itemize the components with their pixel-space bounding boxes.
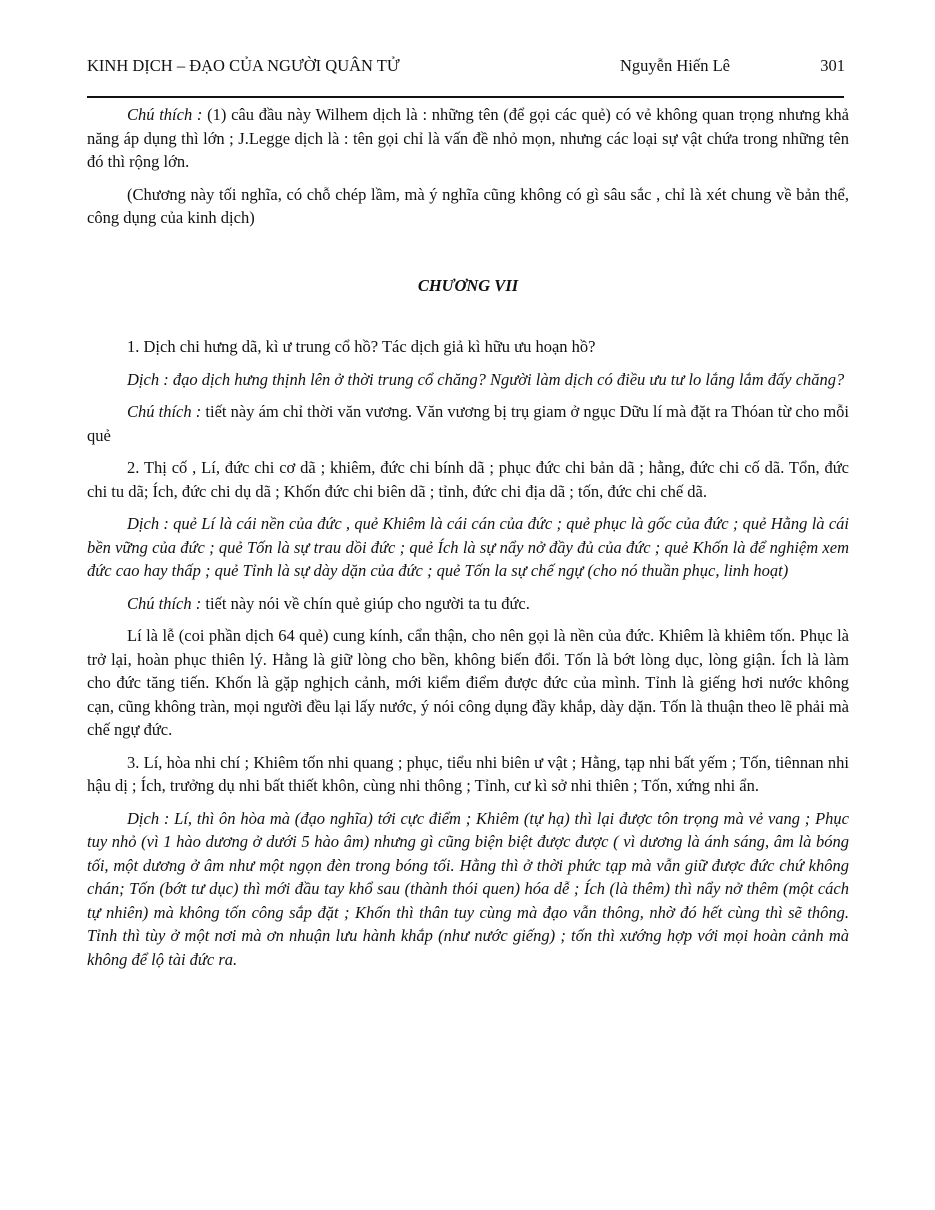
translation-1: Dịch : đạo dịch hưng thịnh lên ở thời trung cổ chăng? Người làm dịch có điều ưu tư lo lắng lắm đấy chăng? [127,369,845,389]
page-body [87,103,849,980]
running-header [87,56,849,80]
verse-3: 3. Lí, hòa nhi chí ; Khiêm tốn nhi quang ; phục, tiểu nhi biên ư vật ; Hằng, tạp nhi bất yếm ; Tốn, tiênnan nhi hậu dị ; Ích, trưởng dụ nhi bất thiết khôn, cùng nhi thông ; Tỉnh, cư kì sở nhi thiên ; Tốn, xứng nhi ẩn. [87,752,849,795]
note-label: Chú thích : [127,402,202,421]
note-label: Chú thích : [127,593,202,613]
translation-2: Dịch : quẻ Lí là cái nền của đức , quẻ Khiêm là cái cán của đức ; quẻ phục là gốc của đức ; quẻ Hằng là cái bền vững của đức ; quẻ Tốn là sự trau dồi đức ; quẻ Ích là sự nẩy nở đầy đủ của đức ; quẻ Khốn là để nghiệm xem đức cao hay thấp ; quẻ Tỉnh là sự dày dặn của đức ; quẻ Tốn la sự chế ngự (cho nó thuần phục, linh hoạt) [87,514,849,580]
page-number: 301 [820,56,845,75]
verse-2: 2. Thị cố , Lí, đức chi cơ dã ; khiêm, đức chi bính dã ; phục đức chi bản dã ; hằng, đức chi cố dã. Tổn, đức chi tu dã; Ích, đức chi dụ dã ; Khốn đức chi biên dã ; tỉnh, đức chi địa dã ; tốn, đức chi chế dã. [87,458,849,501]
note-label: Chú thích : [127,105,203,124]
chapter-title: CHƯƠNG VII [417,275,519,295]
verse-1: 1. Dịch chi hưng dã, kì ư trung cổ hồ? Tác dịch giả kì hữu ưu hoạn hồ? [127,337,596,356]
book-title: KINH DỊCH – ĐẠO CỦA NGƯỜI QUÂN TỬ [87,56,400,75]
translation-3: Dịch : Lí, thì ôn hòa mà (đạo nghĩa) tới cực điểm ; Khiêm (tự hạ) thì lại được tôn trọng mà vẻ vang ; Phục tuy nhỏ (vì 1 hào dương ở dưới 5 hào âm) nhưng gì cũng biện biệt được được ( vì dương là ánh sáng, âm là bóng tối, một dương ở âm như một ngọn đèn trong bóng tối. Hằng thì ở thời phức tạp mà vẫn giữ được đức chứ không chán; Tốn (bớt tư dục) thì mới đầu tay khổ sau (thành thói quen) hóa dễ ; Ích (là thêm) thì nẩy nở thêm (một cách tự nhiên) mà không tốn công sắp đặt ; Khốn thì thân tuy cùng mà đạo vẫn thông, nhờ đó hết cùng thì sẽ thông. Tỉnh thì tùy ở một nơi mà ơn nhuận lưu hành khắp (như nước giếng) ; tốn thì xướng hợp với mọi hoàn cảnh mà không để lộ tài đức ra. [87,808,849,969]
note-text: tiết này ám chỉ thời văn vương. Văn vương bị trụ giam ở ngục Dữu lí mà đặt ra Thóan từ cho mỗi quẻ [87,402,850,445]
commentary-paragraph: (Chương này tối nghĩa, có chỗ chép lầm, mà ý nghĩa cũng không có gì sâu sắc , chỉ là xét chung về bản thể, công dụng của kinh dịch) [87,184,849,227]
note-paragraph-2 [87,400,849,447]
note-paragraph-3 [87,592,849,616]
explanation-paragraph: Lí là lễ (coi phần dịch 64 quẻ) cung kính, cẩn thận, cho nên gọi là nền của đức. Khiêm là khiêm tốn. Phục là trở lại, hoàn phục thiên lý. Hằng là giữ lòng cho bền, không biến đổi. Tốn là bớt lòng dục, lòng giận. Ích là làm cho đức tăng tiến. Khốn là gặp nghịch cảnh, mới kiểm điểm được đức của mình. Tỉnh là giếng hơi nước không cạn, cũng không tràn, mọi người đều lại lấy nước, ý nói công dụng đầy khắp, dày dặn. Tốn là thuận theo lẽ phải mà chế ngự đức. [87,626,849,739]
header-divider [87,96,844,98]
note-text: tiết này nói về chín quẻ giúp cho người ta tu đức. [201,593,530,613]
page [87,56,850,969]
author-name: Nguyễn Hiến Lê [620,56,730,75]
note-paragraph-1 [87,103,849,174]
note-text: (1) câu đầu này Wilhem dịch là : những tên (để gọi các quẻ) có vẻ không quan trọng nhưng khả năng áp dụng thì lớn ; J.Legge dịch là : tên gọi chỉ là vấn đề nhỏ mọn, nhưng các loại sự vật chứa trong những tên đó thì rộng lớn. [87,105,849,171]
